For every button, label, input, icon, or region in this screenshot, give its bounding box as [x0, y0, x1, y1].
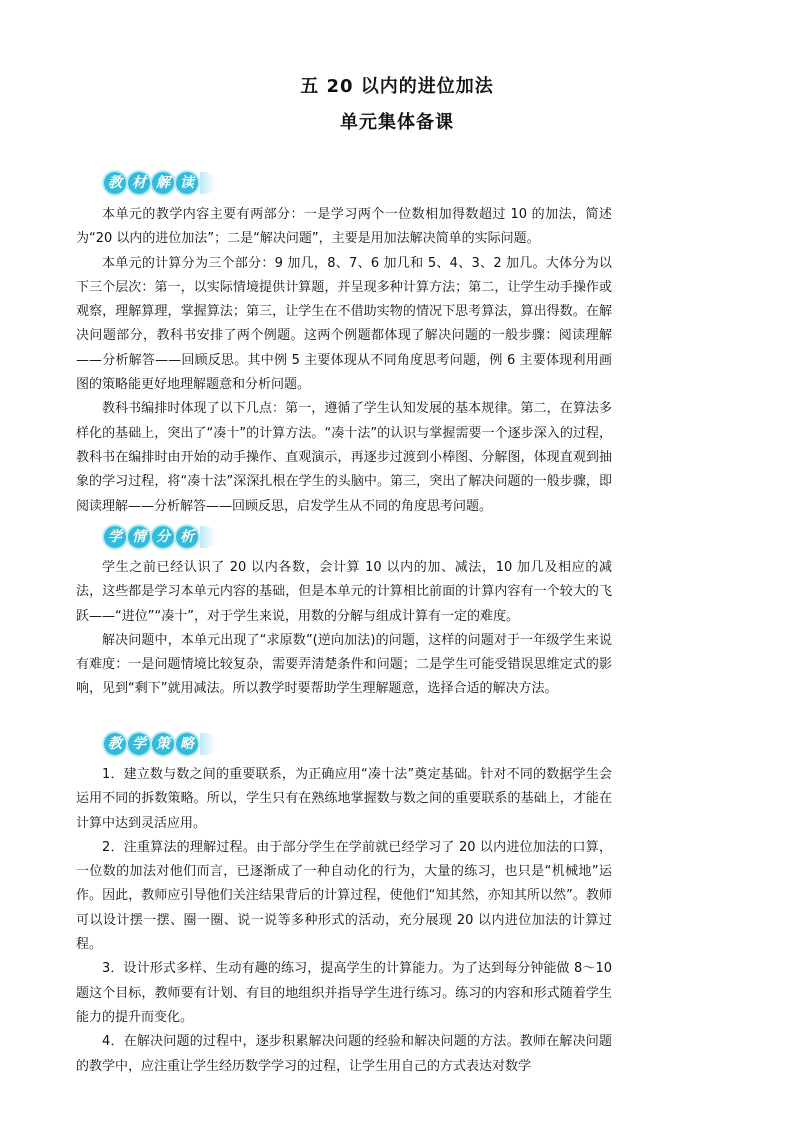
section-learner-analysis — [76, 556, 612, 702]
section-teaching-strategy — [76, 763, 612, 1079]
banner-char: 略 — [176, 733, 198, 755]
paragraph: 4．在解决问题的过程中，逐步积累解决问题的经验和解决问题的方法。教师在解决问题的教学中，应注重让学生经历数学学习的过程，让学生用自己的方式表达对数学 — [76, 1034, 612, 1074]
banner-tail-decoration — [200, 172, 216, 194]
paragraph: 学生之前已经认识了 20 以内各数，会计算 10 以内的加、减法，10 加几及相应的减法，这些都是学习本单元内容的基础，但是本单元的计算相比前面的计算内容有一个较大的飞跃——“进位”“凑十”，对于学生来说，用数的分解与组成计算有一定的难度。 — [76, 560, 612, 624]
banner-tail-decoration — [200, 526, 216, 548]
section-banner-textbook-reading — [104, 170, 216, 196]
banner-char: 教 — [104, 733, 126, 755]
banner-char: 读 — [176, 172, 198, 194]
paragraph: 本单元的教学内容主要有两部分：一是学习两个一位数相加得数超过 10 的加法，简述为“20 以内的进位加法”；二是“解决问题”，主要是用加法解决简单的实际问题。 — [76, 207, 612, 247]
paragraph: 1．建立数与数之间的重要联系，为正确应用“凑十法”奠定基础。针对不同的数据学生会运用不同的拆数策略。所以，学生只有在熟练地掌握数与数之间的重要联系的基础上，才能在计算中达到灵活应用。 — [76, 767, 612, 831]
chapter-title: 五 20 以内的进位加法 — [300, 76, 494, 97]
banner-char: 学 — [104, 526, 126, 548]
paragraph: 3．设计形式多样、生动有趣的练习，提高学生的计算能力。为了达到每分钟能做 8～10 题这个目标，教师要有计划、有目的地组织并指导学生进行练习。练习的内容和形式随着学生能力的提升而变化。 — [76, 961, 612, 1025]
paragraph: 本单元的计算分为三个部分：9 加几，8、7、6 加几和 5、4、3、2 加几。大体分为以下三个层次：第一，以实际情境提供计算题，并呈现多种计算方法；第二，让学生动手操作或观察，理解算理，掌握算法；第三，让学生在不借助实物的情况下思考算法，算出得数。在解决问题部分，教科书安排了两个例题。这两个例题都体现了解决问题的一般步骤：阅读理解——分析解答——回顾反思。其中例 5 主要体现从不同角度思考问题，例 6 主要体现利用画图的策略能更好地理解题意和分析问题。 — [76, 255, 612, 393]
banner-char: 材 — [128, 172, 150, 194]
banner-char: 分 — [152, 526, 174, 548]
banner-char: 教 — [104, 172, 126, 194]
paragraph: 2．注重算法的理解过程。由于部分学生在学前就已经学习了 20 以内进位加法的口算，一位数的加法对他们而言，已逐渐成了一种自动化的行为，大量的练习，也只是“机械地”运作。因此，教师应引导他们关注结果背后的计算过程，使他们“知其然，亦知其所以然”。教师可以设计摆一摆、圈一圈、说一说等多种形式的活动，充分展现 20 以内进位加法的计算过程。 — [76, 839, 612, 953]
section-banner-teaching-strategy — [104, 731, 216, 757]
paragraph: 解决问题中，本单元出现了“求原数”(逆向加法)的问题，这样的问题对于一年级学生来说有难度：一是问题情境比较复杂，需要弄清楚条件和问题；二是学生可能受错误思维定式的影响，见到“剩下”就用减法。所以教学时要帮助学生理解题意，选择合适的解决方法。 — [76, 632, 612, 697]
section-textbook-reading — [76, 203, 612, 519]
banner-char: 情 — [128, 526, 150, 548]
section-banner-learner-analysis — [104, 524, 216, 550]
banner-char: 析 — [176, 526, 198, 548]
banner-tail-decoration — [200, 733, 216, 755]
banner-char: 解 — [152, 172, 174, 194]
page-subtitle: 单元集体备课 — [340, 112, 454, 133]
banner-char: 学 — [128, 733, 150, 755]
banner-char: 策 — [152, 733, 174, 755]
paragraph: 教科书编排时体现了以下几点：第一，遵循了学生认知发展的基本规律。第二，在算法多样化的基础上，突出了“凑十”的计算方法。“凑十法”的认识与掌握需要一个逐步深入的过程，教科书在编排时由开始的动手操作、直观演示，再逐步过渡到小棒图、分解图，体现直观到抽象的学习过程，将“凑十法”深深扎根在学生的头脑中。第三，突出了解决问题的一般步骤，即阅读理解——分析解答——回顾反思，启发学生从不同的角度思考问题。 — [76, 401, 612, 514]
